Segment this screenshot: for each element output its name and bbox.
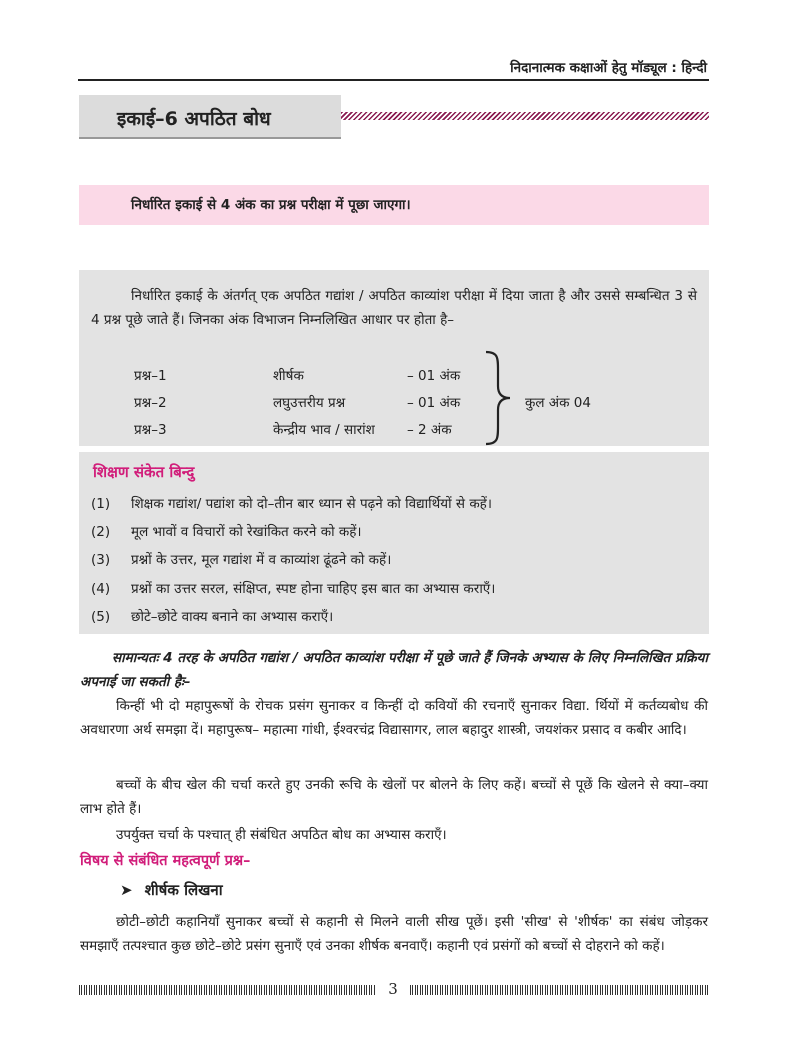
list-number: (3) — [91, 552, 111, 568]
section-heading: विषय से संबंधित महत्वपूर्ण प्रश्न– — [80, 853, 251, 869]
footer-ornament-right — [410, 985, 710, 995]
notice-text: निर्धारित इकाई से 4 अंक का प्रश्न परीक्षा में पूछा जाएगा। — [131, 197, 411, 213]
list-item — [91, 550, 391, 568]
body-paragraph: किन्हीं भी दो महापुरूषों के रोचक प्रसंग सुनाकर व किन्हीं दो कवियों की रचनाएँ सुनाकर विद्या. र्थियों में कर्तव्यबोध की अवधारणा अर्थ समझा दें। महापुरूष– महात्मा गांधी, ईश्वरचंद्र विद्यासागर, लाल बहादुर शास्त्री, जयशंकर प्रसाद व कबीर आदि। — [80, 698, 708, 738]
marks-row — [79, 420, 709, 440]
notice-box — [79, 185, 709, 225]
body-paragraph: उपर्युक्त चर्चा के पश्चात् ही संबंधित अपठित बोध का अभ्यास कराएँ। — [116, 827, 447, 843]
list-item — [91, 607, 333, 625]
list-item — [91, 579, 495, 597]
sub-heading — [120, 880, 223, 900]
sub-heading-text: शीर्षक लिखना — [144, 881, 223, 899]
list-number: (2) — [91, 524, 111, 540]
list-text: प्रश्नों का उत्तर सरल, संक्षिप्त, स्पष्ट होना चाहिए इस बात का अभ्यास कराएँ। — [131, 581, 496, 597]
list-number: (1) — [91, 496, 111, 512]
marks-topic: लघुउत्तरीय प्रश्न — [273, 395, 346, 411]
teaching-tips-box — [79, 452, 709, 634]
marks-question: प्रश्न–2 — [134, 395, 167, 411]
list-number: (5) — [91, 609, 111, 625]
title-decorative-stripe — [341, 112, 709, 120]
body-paragraph: छोटी–छोटी कहानियाँ सुनाकर बच्चों से कहानी से मिलने वाली सीख पूछें। इसी 'सीख' से 'शीर्षक' का संबंध जोड़कर समझाएँ तत्पश्चात कुछ छोटे–छोटे प्रसंग सुनाएँ एवं उनका शीर्षक बनवाएँ। कहानी एवं प्रसंगों को बच्चों से दोहराने को कहें। — [80, 914, 708, 954]
footer-ornament-left — [79, 985, 375, 995]
intro-paragraph: निर्धारित इकाई के अंतर्गत् एक अपठित गद्यांश / अपठित काव्यांश परीक्षा में दिया जाता है और उससे सम्बन्धित 3 से 4 प्रश्न पूछे जाते हैं। जिनका अंक विभाजन निम्नलिखित आधार पर होता है– — [91, 288, 697, 328]
marks-question: प्रश्न–1 — [134, 368, 167, 384]
total-marks: कुल अंक 04 — [525, 395, 591, 411]
marks-value: – 2 अंक — [407, 422, 452, 438]
marks-row — [79, 366, 709, 386]
marks-topic: शीर्षक — [273, 368, 304, 384]
tips-heading: शिक्षण संकेत बिन्दु — [93, 463, 195, 481]
curly-brace-icon — [482, 350, 512, 446]
list-item — [91, 522, 362, 540]
marks-value: – 01 अंक — [407, 368, 461, 384]
list-text: मूल भावों व विचारों को रेखांकित करने को कहें। — [131, 524, 362, 540]
unit-title: इकाई–6 अपठित बोध — [117, 108, 271, 130]
list-text: प्रश्नों के उत्तर, मूल गद्यांश में व काव्यांश ढूंढने को कहें। — [131, 552, 392, 568]
list-item — [91, 494, 492, 512]
intro-box — [79, 270, 709, 446]
page-number: 3 — [388, 980, 398, 998]
list-text: छोटे–छोटे वाक्य बनाने का अभ्यास कराएँ। — [131, 609, 334, 625]
unit-title-box — [79, 95, 341, 139]
marks-row — [79, 393, 709, 413]
header-rule — [78, 79, 709, 81]
body-paragraph: बच्चों के बीच खेल की चर्चा करते हुए उनकी रूचि के खेलों पर बोलने के लिए कहें। बच्चों से पूछें कि खेलने से क्या–क्या लाभ होते हैं। — [80, 777, 708, 817]
running-header: निदानात्मक कक्षाओं हेतु मॉड्यूल : हिन्दी — [510, 60, 707, 76]
list-text: शिक्षक गद्यांश/ पद्यांश को दो–तीन बार ध्यान से पढ़ने को विद्यार्थियों से कहें। — [131, 496, 492, 512]
bold-intro-paragraph: सामान्यतः 4 तरह के अपठित गद्यांश / अपठित काव्यांश परीक्षा में पूछे जाते हैं जिनके अभ्यास के लिए निम्नलिखित प्रक्रिया अपनाई जा सकती हैः– — [80, 650, 708, 690]
arrowhead-bullet-icon: ➤ — [120, 881, 133, 899]
marks-value: – 01 अंक — [407, 395, 461, 411]
marks-question: प्रश्न–3 — [134, 422, 167, 438]
marks-topic: केन्द्रीय भाव / सारांश — [273, 422, 375, 438]
list-number: (4) — [91, 581, 111, 597]
